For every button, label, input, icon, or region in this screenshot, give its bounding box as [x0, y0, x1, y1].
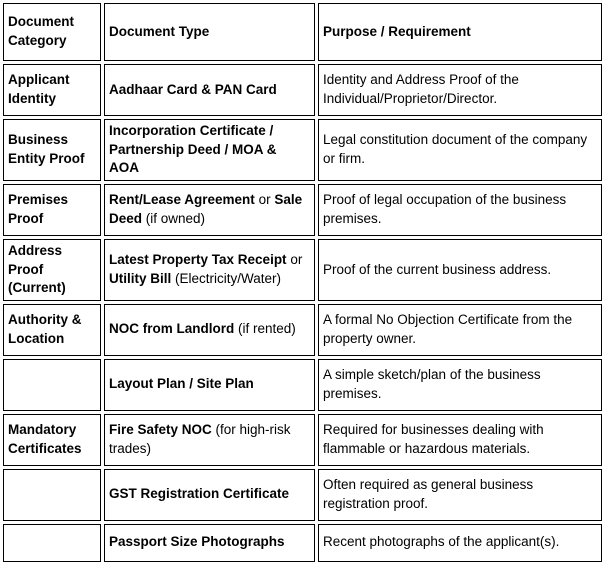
table-row	[3, 64, 602, 116]
doc-type-text-regular: (if owned)	[142, 210, 206, 226]
table-row	[3, 524, 602, 562]
header-document-type: Document Type	[104, 3, 315, 61]
category-cell	[3, 469, 101, 521]
table-row	[3, 359, 602, 411]
purpose-cell: Often required as general business registration proof.	[318, 469, 602, 521]
doc-type-text-regular: (if rented)	[234, 321, 296, 337]
category-cell: Mandatory Certificates	[3, 414, 101, 466]
doc-type-cell	[104, 359, 315, 411]
doc-type-text-bold: GST Registration Certificate	[109, 486, 290, 502]
purpose-cell: Legal constitution document of the company or firm.	[318, 119, 602, 181]
table-row	[3, 469, 602, 521]
doc-type-text-bold: Incorporation Certificate / Partnership Deed / MOA & AOA	[109, 123, 277, 176]
doc-type-text-regular: (for high-risk trades)	[109, 422, 291, 456]
purpose-cell: A formal No Objection Certificate from the property owner.	[318, 304, 602, 356]
doc-type-text-bold: Layout Plan / Site Plan	[109, 376, 254, 392]
doc-type-cell	[104, 119, 315, 181]
table-header-row	[3, 3, 602, 61]
doc-type-text-bold: Rent/Lease Agreement	[109, 192, 255, 208]
category-cell	[3, 359, 101, 411]
doc-type-text-bold: Latest Property Tax Receipt	[109, 252, 287, 268]
table-row	[3, 119, 602, 181]
doc-type-cell	[104, 64, 315, 116]
table-row	[3, 304, 602, 356]
doc-type-text-regular: or	[254, 192, 275, 208]
doc-type-text-bold: Utility Bill	[109, 270, 172, 286]
table-row	[3, 184, 602, 236]
category-cell: Applicant Identity	[3, 64, 101, 116]
header-document-category: Document Category	[3, 3, 101, 61]
category-cell	[3, 524, 101, 562]
doc-type-cell	[104, 469, 315, 521]
doc-type-text-regular: (Electricity/Water)	[171, 270, 282, 286]
table-row	[3, 239, 602, 301]
doc-type-cell	[104, 414, 315, 466]
purpose-cell: Identity and Address Proof of the Individual/Proprietor/Director.	[318, 64, 602, 116]
doc-type-cell	[104, 304, 315, 356]
doc-type-cell	[104, 184, 315, 236]
header-purpose-requirement: Purpose / Requirement	[318, 3, 602, 61]
purpose-cell: Required for businesses dealing with flammable or hazardous materials.	[318, 414, 602, 466]
purpose-cell: Proof of the current business address.	[318, 239, 602, 301]
doc-type-text-regular: or	[286, 252, 303, 268]
category-cell: Authority & Location	[3, 304, 101, 356]
table-row	[3, 414, 602, 466]
doc-type-cell	[104, 239, 315, 301]
doc-type-text-bold: NOC from Landlord	[109, 321, 235, 337]
doc-type-text-bold: Passport Size Photographs	[109, 534, 285, 550]
table-body	[3, 3, 602, 562]
purpose-cell: Proof of legal occupation of the business premises.	[318, 184, 602, 236]
purpose-cell: Recent photographs of the applicant(s).	[318, 524, 602, 562]
doc-type-text-bold: Sale Deed	[109, 192, 303, 226]
purpose-cell: A simple sketch/plan of the business premises.	[318, 359, 602, 411]
doc-type-cell	[104, 524, 315, 562]
doc-type-text-bold: Fire Safety NOC	[109, 422, 212, 438]
doc-type-text-bold: Aadhaar Card & PAN Card	[109, 81, 277, 97]
category-cell: Business Entity Proof	[3, 119, 101, 181]
category-cell: Address Proof (Current)	[3, 239, 101, 301]
category-cell: Premises Proof	[3, 184, 101, 236]
